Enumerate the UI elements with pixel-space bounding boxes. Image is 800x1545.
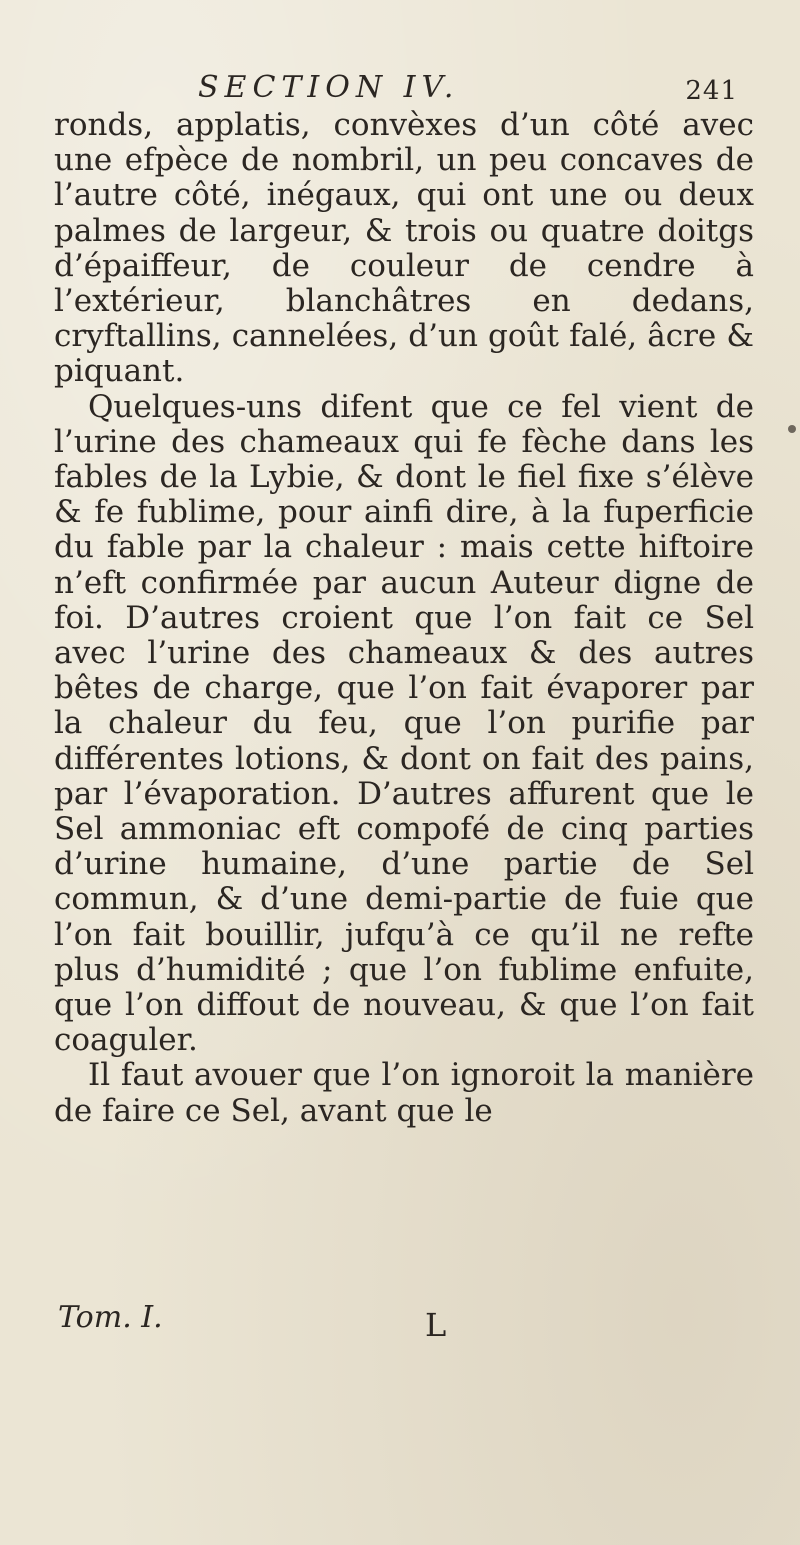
body-text (54, 108, 754, 1129)
signature-mark: L (425, 1306, 447, 1344)
ink-spot (788, 425, 796, 433)
paragraph-continued: ronds, applatis, convèxes d’un côté avec une efpèce de nombril, un peu concaves de l’autre côté, inégaux, qui ont une ou deux palmes de largeur, & trois ou quatre doitgs d’épaiffeur, de couleur de cendre à l’extérieur, blanchâtres en dedans, cryftallins, cannelées, d’un goût falé, âcre & piquant. (54, 107, 754, 390)
paragraph-sel-origins: Quelques-uns difent que ce fel vient de l’urine des chameaux qui fe fèche dans les fables de la Lybie, & dont le fiel fixe s’élève & fe fublime, pour ainfi dire, à la fuperficie du fable par la chaleur : mais cette hiftoire n’eft confirmée par aucun Auteur digne de foi. D’autres croient que l’on fait ce Sel avec l’urine des chameaux & des autres bêtes de charge, que l’on fait évaporer par la chaleur du feu, que l’on purifie par différentes lotions, & dont on fait des pains, par l’évaporation. D’autres affurent que le Sel ammoniac eft compofé de cinq parties d’urine humaine, d’une partie de Sel commun, & d’une demi-partie de fuie que l’on fait bouillir, jufqu’à ce qu’il ne refte plus d’humidité ; que l’on fublime enfuite, que l’on diffout de nouveau, & que l’on fait coaguler. (54, 388, 754, 1059)
page-number: 241 (685, 76, 738, 106)
section-title: SECTION IV. (198, 70, 460, 105)
volume-mark: Tom. I. (58, 1300, 163, 1335)
page-footer (0, 1300, 800, 1350)
running-header (198, 70, 738, 110)
paragraph-avouer: Il faut avouer que l’on ignoroit la manière de faire ce Sel, avant que le (54, 1057, 754, 1129)
